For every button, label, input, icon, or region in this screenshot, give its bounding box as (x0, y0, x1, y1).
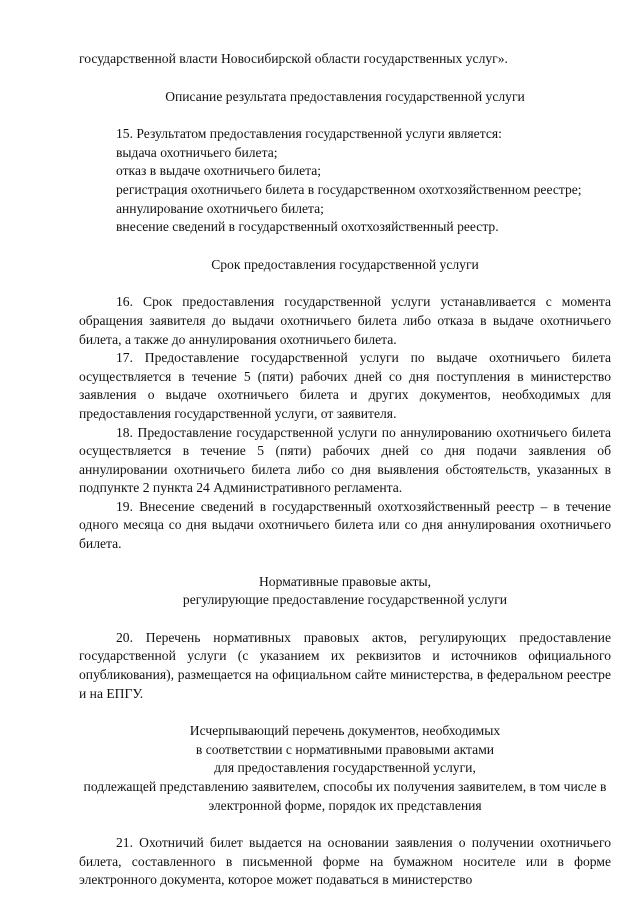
heading-acts-line: регулирующие предоставление государственной услуги (182, 592, 508, 608)
list-item: выдача охотничьего билета; (116, 144, 278, 160)
paragraph-16: 16. Срок предоставления государственной услуги устанавливается с момента обращения заявителя до выдачи охотничьего билета либо отказа в выдаче охотничьего билета, а также до аннулирования охотничьего билета. (79, 294, 611, 347)
intro-tail: государственной власти Новосибирской области государственных услуг». (79, 51, 508, 66)
list-item: регистрация охотничьего билета в государственном охотхозяйственном реестре; (116, 181, 582, 197)
heading-docs-line: подлежащей представлению заявителем, способы их получения заявителем, в том числе в электронной форме, порядок их представления (83, 779, 607, 813)
heading-docs-line: Исчерпывающий перечень документов, необходимых (189, 723, 501, 739)
paragraph-15: 15. Результатом предоставления государственной услуги является: (116, 126, 502, 142)
heading-result: Описание результата предоставления государственной услуги (165, 88, 525, 104)
paragraph-20: 20. Перечень нормативных правовых актов, регулирующих предоставление государственной услуги (с указанием их реквизитов и источников официального опубликования), размещается на официальном сайте министерства, в федеральном реестре и на ЕПГУ. (79, 629, 611, 701)
heading-docs-line: в соответствии с нормативными правовыми актами (195, 741, 495, 757)
list-item: внесение сведений в государственный охотхозяйственный реестр. (116, 219, 499, 235)
list-item: отказ в выдаче охотничьего билета; (116, 163, 322, 179)
heading-term: Срок предоставления государственной услуги (211, 256, 479, 272)
paragraph-18: 18. Предоставление государственной услуги по аннулированию охотничьего билета осуществляется в течение 5 (пяти) рабочих дней со дня подачи заявления об аннулировании охотничьего билета либо со дня выявления обстоятельств, указанных в подпункте 2 пункта 24 Административного регламента. (79, 424, 611, 496)
paragraph-19: 19. Внесение сведений в государственный охотхозяйственный реестр – в течение одного месяца со дня выдачи охотничьего билета или со дня аннулирования охотничьего билета. (79, 498, 611, 552)
document-page (79, 50, 611, 890)
list-item: аннулирование охотничьего билета; (116, 200, 324, 216)
paragraph-17: 17. Предоставление государственной услуги по выдаче охотничьего билета осуществляется в течение 5 (пяти) рабочих дней со дня поступления в министерство заявления о выдаче охотничьего билета и других документов, необходимых для предоставления государственной услуги, от заявителя. (79, 350, 611, 421)
heading-acts-line: Нормативные правовые акты, (258, 573, 431, 589)
paragraph-21: 21. Охотничий билет выдается на основании заявления о получении охотничьего билета, составленного в письменной форме на бумажном носителе или в форме электронного документа, которое может подаваться в министерство (79, 835, 611, 888)
heading-docs-line: для предоставления государственной услуги, (214, 760, 476, 776)
